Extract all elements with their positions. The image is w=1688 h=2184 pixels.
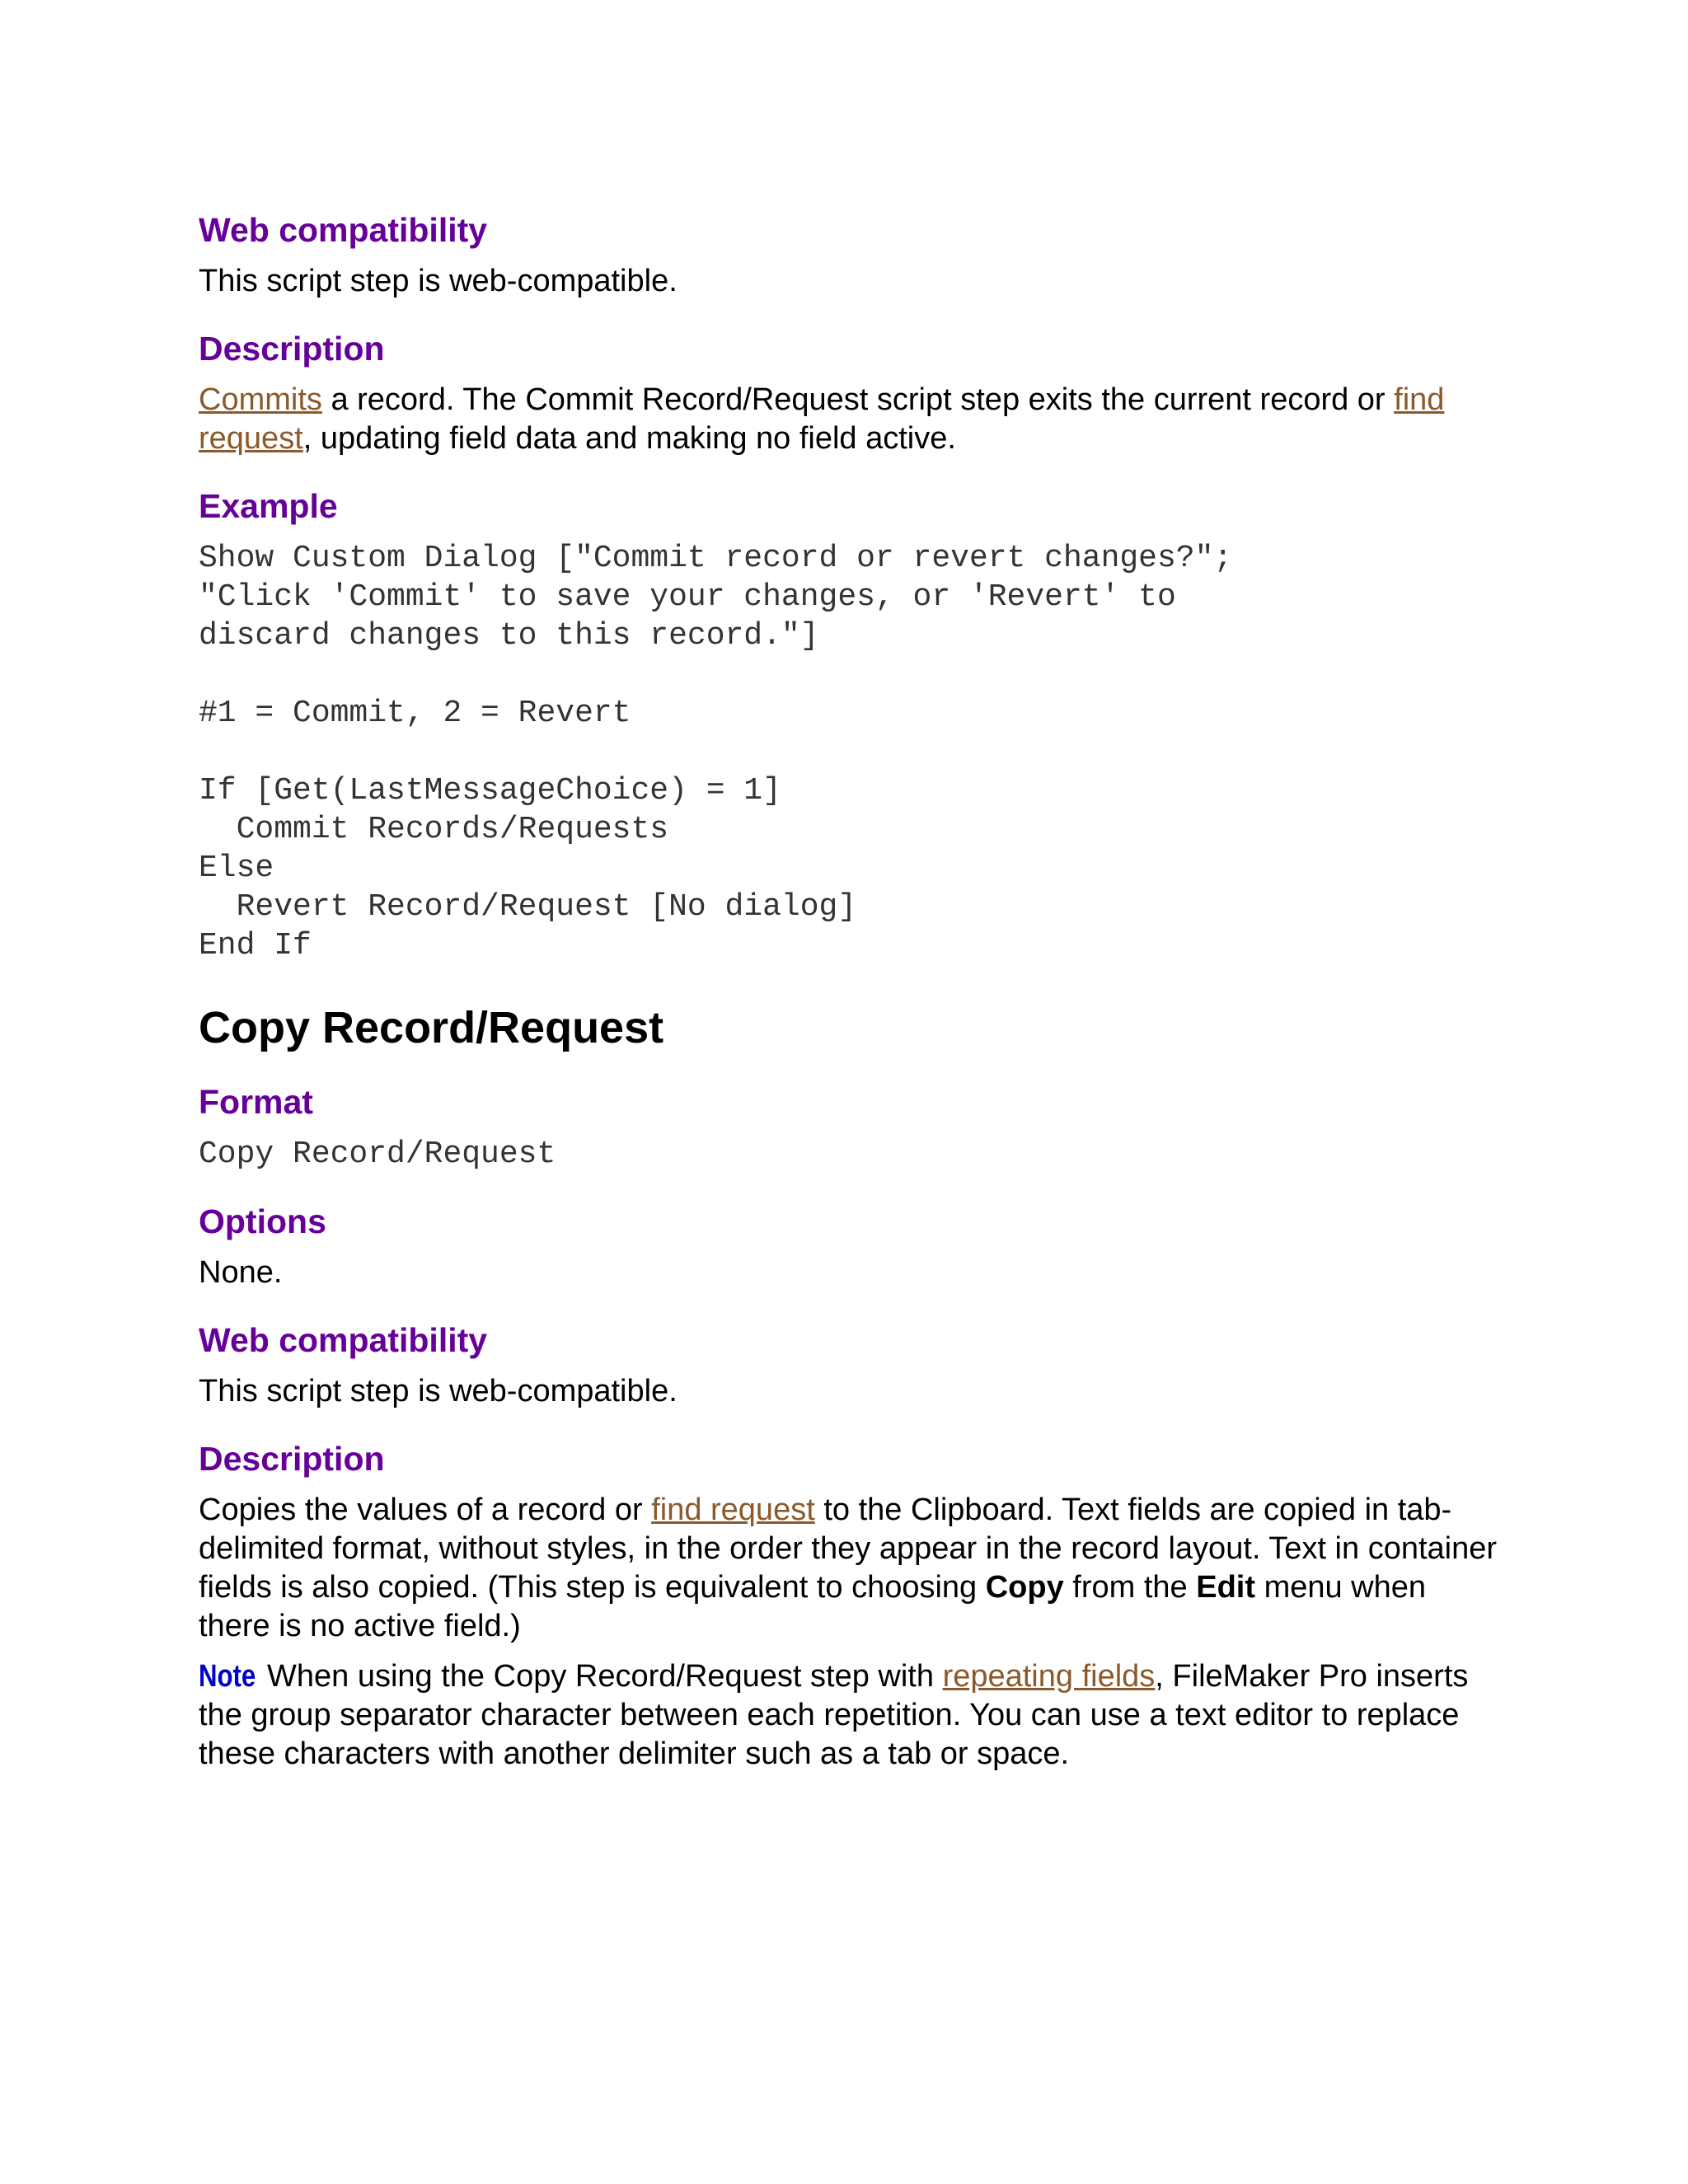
find-request-link[interactable]: find request — [199, 382, 1445, 457]
note-text-2: , FileMaker Pro inserts the group separator character between each repetition. You can use a text editor to replace these characters with another delimiter such as a tab or space. — [199, 1659, 1469, 1772]
note-paragraph — [199, 1657, 1501, 1774]
description-text-1: a record. The Commit Record/Request script step exits the current record or — [321, 382, 1395, 418]
options-heading: Options — [199, 1202, 326, 1240]
copy-record-request-title: Copy Record/Request — [199, 1002, 664, 1052]
description-text-2: , updating field data and making no field active. — [302, 421, 956, 457]
description2-text-2: to the Clipboard. Text fields are copied in tab-delimited format, without styles, in the order they appear in the record layout. Text in container fields is also copied. (This step is equivalent to choosing — [199, 1493, 1498, 1605]
example-code-comment: #1 = Commit, 2 = Revert — [199, 695, 631, 731]
note-label: Note — [199, 1659, 256, 1694]
repeating-fields-link[interactable]: repeating fields — [942, 1659, 1156, 1694]
example-code-dialog: Show Custom Dialog ["Commit record or revert changes?"; "Click 'Commit' to save your changes, or 'Revert' to discard changes to this record."] — [199, 540, 1233, 654]
options-text: None. — [199, 1254, 283, 1290]
web-compatibility-text: This script step is web-compatible. — [199, 264, 678, 299]
web-compatibility-heading-2: Web compatibility — [199, 1320, 488, 1359]
example-code-if-block: If [Get(LastMessageChoice) = 1] Commit Records/Requests Else Revert Record/Request [No dialog] End If — [199, 772, 857, 963]
copy-menu-item-text: Copy — [985, 1570, 1064, 1605]
description-heading: Description — [199, 330, 385, 368]
description-paragraph-2 — [199, 1491, 1501, 1646]
description-paragraph — [199, 381, 1501, 458]
commits-link[interactable]: Commits — [199, 382, 322, 418]
example-heading: Example — [199, 487, 338, 526]
find-request-link-2[interactable]: find request — [651, 1493, 815, 1528]
description2-text-4: menu when there is no active field.) — [199, 1570, 1427, 1644]
format-heading: Format — [199, 1083, 313, 1122]
description2-text-1: Copies the values of a record or — [199, 1493, 652, 1528]
format-code: Copy Record/Request — [199, 1136, 556, 1172]
description2-text-3: from the — [1063, 1570, 1197, 1605]
edit-menu-text: Edit — [1196, 1570, 1256, 1605]
description-heading-2: Description — [199, 1439, 385, 1478]
web-compatibility-text-2: This script step is web-compatible. — [199, 1373, 678, 1408]
note-text-1: When using the Copy Record/Request step with — [258, 1659, 943, 1694]
page-content — [199, 210, 1501, 1774]
web-compatibility-heading: Web compatibility — [199, 211, 488, 249]
